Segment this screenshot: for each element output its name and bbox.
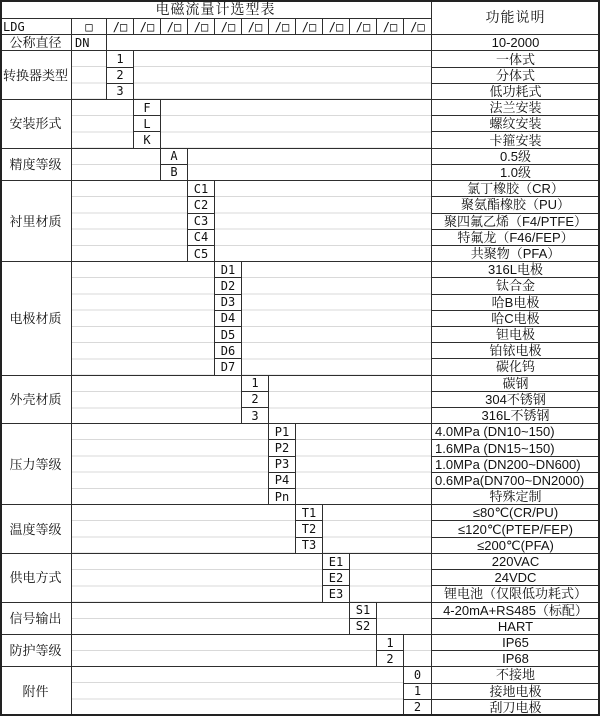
option-function: 法兰安装 bbox=[432, 100, 600, 116]
category-label: 电极材质 bbox=[0, 262, 72, 375]
option-function: IP65 bbox=[432, 635, 600, 651]
option-function: 10-2000 bbox=[432, 35, 600, 51]
option-function: 锂电池（仅限低功耗式） bbox=[432, 586, 600, 602]
option-function: HART bbox=[432, 619, 600, 635]
category-label: 安装形式 bbox=[0, 100, 72, 149]
option-function: 共聚物（PFA） bbox=[432, 246, 600, 262]
category-label: 防护等级 bbox=[0, 635, 72, 667]
category-label: 转换器类型 bbox=[0, 51, 72, 100]
model-slot-cell: /□ bbox=[134, 19, 161, 35]
option-code: T2 bbox=[296, 521, 323, 537]
option-function: 分体式 bbox=[432, 68, 600, 84]
option-code: C3 bbox=[188, 214, 215, 230]
option-function: 碳钢 bbox=[432, 376, 600, 392]
option-function: ≤200℃(PFA) bbox=[432, 538, 600, 554]
spacer-cell bbox=[404, 635, 432, 667]
option-function: 304不锈钢 bbox=[432, 392, 600, 408]
spacer-cell bbox=[188, 149, 432, 181]
spacer-cell bbox=[107, 35, 432, 51]
option-code: D2 bbox=[215, 278, 242, 294]
option-function: 螺纹安装 bbox=[432, 116, 600, 132]
category-label: 附件 bbox=[0, 667, 72, 716]
category-label: 温度等级 bbox=[0, 505, 72, 554]
option-function: 刮刀电极 bbox=[432, 700, 600, 716]
option-code: 3 bbox=[107, 84, 134, 100]
option-function: 低功耗式 bbox=[432, 84, 600, 100]
option-code: E2 bbox=[323, 570, 350, 586]
option-code: 1 bbox=[377, 635, 404, 651]
spacer-cell bbox=[72, 262, 215, 375]
option-code: D7 bbox=[215, 359, 242, 375]
option-code: Pn bbox=[269, 489, 296, 505]
option-function: 316L电极 bbox=[432, 262, 600, 278]
option-function: 1.6MPa (DN15~150) bbox=[432, 440, 600, 456]
category-label: 精度等级 bbox=[0, 149, 72, 181]
option-function: 铂铱电极 bbox=[432, 343, 600, 359]
option-code: P3 bbox=[269, 457, 296, 473]
option-function: ≤120℃(PTEP/FEP) bbox=[432, 521, 600, 537]
option-code: 1 bbox=[107, 51, 134, 67]
option-code: S1 bbox=[350, 603, 377, 619]
option-function: 聚氨酯橡胶（PU） bbox=[432, 197, 600, 213]
option-code: D1 bbox=[215, 262, 242, 278]
option-code: 3 bbox=[242, 408, 269, 424]
option-code: K bbox=[134, 132, 161, 148]
spacer-cell bbox=[72, 667, 404, 716]
option-function: 氯丁橡胶（CR） bbox=[432, 181, 600, 197]
category-label: 信号输出 bbox=[0, 603, 72, 635]
model-slot-cell: /□ bbox=[242, 19, 269, 35]
option-code: E1 bbox=[323, 554, 350, 570]
option-function: IP68 bbox=[432, 651, 600, 667]
spacer-cell bbox=[72, 603, 350, 635]
option-function: 0.5级 bbox=[432, 149, 600, 165]
option-function: 卡箍安装 bbox=[432, 132, 600, 148]
option-code: P1 bbox=[269, 424, 296, 440]
diameter-code: DN bbox=[72, 35, 107, 51]
spacer-cell bbox=[296, 424, 432, 505]
spacer-cell bbox=[215, 181, 432, 262]
spacer-cell bbox=[72, 635, 377, 667]
option-function: 特氟龙（F46/FEP） bbox=[432, 230, 600, 246]
option-function: 钛合金 bbox=[432, 278, 600, 294]
option-function: 哈C电极 bbox=[432, 311, 600, 327]
option-code: C4 bbox=[188, 230, 215, 246]
option-code: 1 bbox=[242, 376, 269, 392]
option-function: 不接地 bbox=[432, 667, 600, 683]
option-function: 特殊定制 bbox=[432, 489, 600, 505]
option-function: 接地电极 bbox=[432, 684, 600, 700]
option-function: 1.0MPa (DN200~DN600) bbox=[432, 457, 600, 473]
option-code: T3 bbox=[296, 538, 323, 554]
model-slot-cell: /□ bbox=[188, 19, 215, 35]
diameter-label: 公称直径 bbox=[0, 35, 72, 51]
category-label: 外壳材质 bbox=[0, 376, 72, 425]
category-label: 供电方式 bbox=[0, 554, 72, 603]
model-slot-cell: /□ bbox=[107, 19, 134, 35]
option-code: P4 bbox=[269, 473, 296, 489]
option-function: 24VDC bbox=[432, 570, 600, 586]
function-column-header: 功能说明 bbox=[432, 0, 600, 35]
spacer-cell bbox=[72, 554, 323, 603]
option-function: 0.6MPa(DN700~DN2000) bbox=[432, 473, 600, 489]
option-function: 一体式 bbox=[432, 51, 600, 67]
option-code: 2 bbox=[377, 651, 404, 667]
category-label: 压力等级 bbox=[0, 424, 72, 505]
option-function: ≤80℃(CR/PU) bbox=[432, 505, 600, 521]
option-function: 4.0MPa (DN10~150) bbox=[432, 424, 600, 440]
model-box-cell: □ bbox=[72, 19, 107, 35]
option-code: 2 bbox=[242, 392, 269, 408]
model-slot-cell: /□ bbox=[350, 19, 377, 35]
spacer-cell bbox=[323, 505, 432, 554]
option-code: C5 bbox=[188, 246, 215, 262]
option-code: S2 bbox=[350, 619, 377, 635]
model-slot-cell: /□ bbox=[296, 19, 323, 35]
option-code: A bbox=[161, 149, 188, 165]
option-code: D5 bbox=[215, 327, 242, 343]
option-code: 1 bbox=[404, 684, 432, 700]
option-code: 2 bbox=[107, 68, 134, 84]
model-slot-cell: /□ bbox=[323, 19, 350, 35]
spacer-cell bbox=[377, 603, 432, 635]
option-function: 1.0级 bbox=[432, 165, 600, 181]
option-code: 2 bbox=[404, 700, 432, 716]
model-slot-cell: /□ bbox=[161, 19, 188, 35]
option-code: L bbox=[134, 116, 161, 132]
option-function: 聚四氟乙烯（F4/PTFE） bbox=[432, 214, 600, 230]
option-code: T1 bbox=[296, 505, 323, 521]
option-code: E3 bbox=[323, 586, 350, 602]
spacer-cell bbox=[161, 100, 432, 149]
option-code: D3 bbox=[215, 295, 242, 311]
category-label: 衬里材质 bbox=[0, 181, 72, 262]
option-code: C1 bbox=[188, 181, 215, 197]
option-function: 碳化钨 bbox=[432, 359, 600, 375]
spacer-cell bbox=[72, 424, 269, 505]
option-function: 316L不锈钢 bbox=[432, 408, 600, 424]
model-slot-cell: /□ bbox=[404, 19, 432, 35]
option-code: C2 bbox=[188, 197, 215, 213]
option-code: P2 bbox=[269, 440, 296, 456]
spacer-cell bbox=[72, 100, 134, 149]
option-code: D4 bbox=[215, 311, 242, 327]
spacer-cell bbox=[269, 376, 432, 425]
option-code: D6 bbox=[215, 343, 242, 359]
spacer-cell bbox=[72, 149, 161, 181]
spacer-cell bbox=[72, 51, 107, 100]
model-slot-cell: /□ bbox=[269, 19, 296, 35]
spacer-cell bbox=[72, 181, 188, 262]
option-code: B bbox=[161, 165, 188, 181]
model-prefix-cell: LDG bbox=[0, 19, 72, 35]
option-function: 钽电极 bbox=[432, 327, 600, 343]
option-code: 0 bbox=[404, 667, 432, 683]
spacer-cell bbox=[134, 51, 432, 100]
option-function: 哈B电极 bbox=[432, 295, 600, 311]
model-slot-cell: /□ bbox=[377, 19, 404, 35]
option-code: F bbox=[134, 100, 161, 116]
spacer-cell bbox=[350, 554, 432, 603]
option-function: 4-20mA+RS485（标配） bbox=[432, 603, 600, 619]
spacer-cell bbox=[72, 505, 296, 554]
option-function: 220VAC bbox=[432, 554, 600, 570]
spacer-cell bbox=[72, 376, 242, 425]
model-slot-cell: /□ bbox=[215, 19, 242, 35]
spacer-cell bbox=[242, 262, 432, 375]
table-title: 电磁流量计选型表 bbox=[0, 0, 432, 19]
